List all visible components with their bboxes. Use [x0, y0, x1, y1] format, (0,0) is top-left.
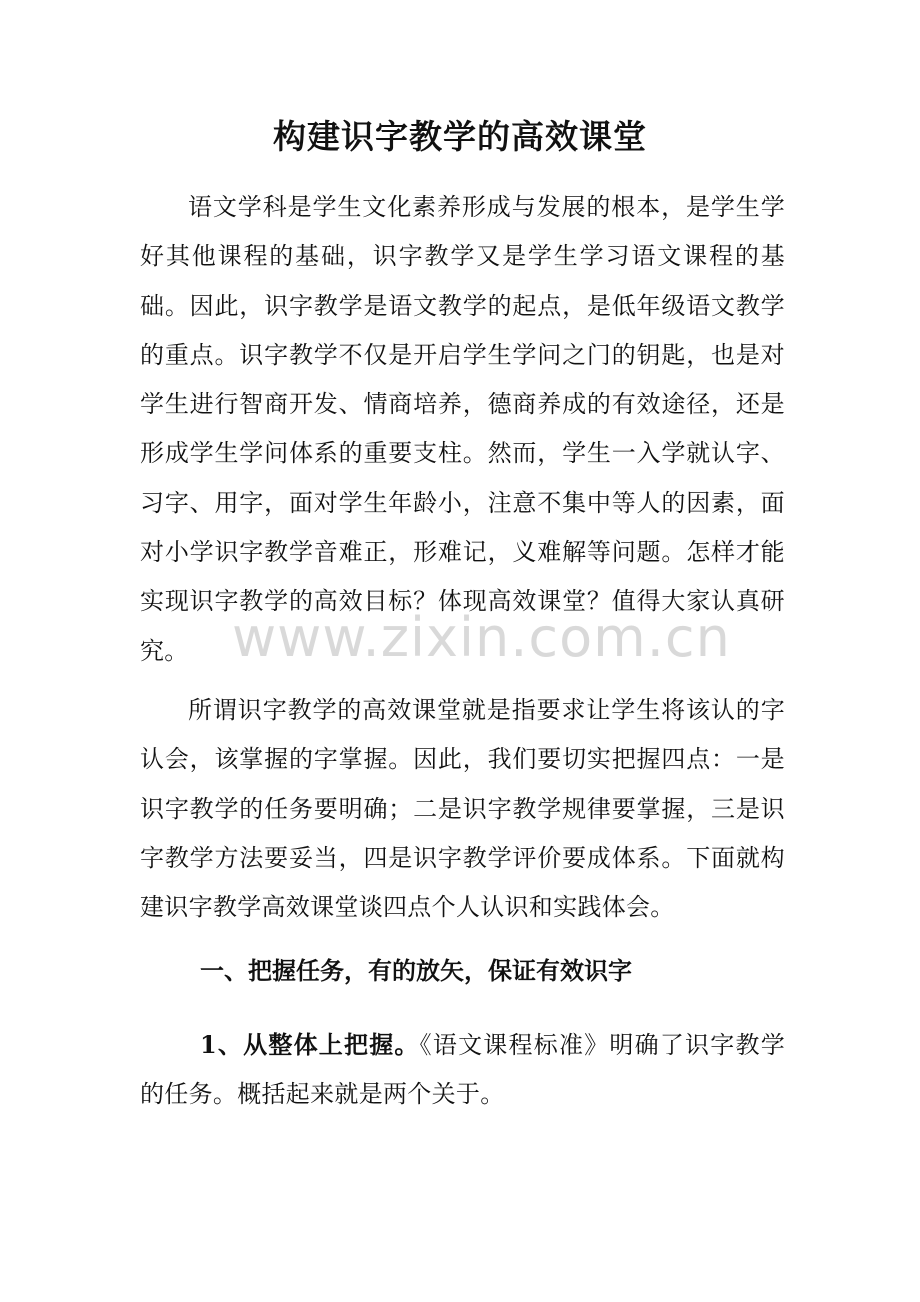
subsection-body: 《语文课程标准》明确了识字教学的任务。概括起来就是两个关于。	[140, 1031, 785, 1109]
watermark-text: www.zixin.com.cn	[232, 606, 731, 669]
section-heading-1: 一、把握任务，有的放矢，保证有效识字	[200, 956, 632, 985]
document-title: 构建识字教学的高效课堂	[273, 117, 647, 156]
paragraph-intro: 语文学科是学生文化素养形成与发展的根本，是学生学好其他课程的基础，识字教学又是学生学习语文课程的基础。因此，识字教学是语文教学的起点，是低年级语文教学的重点。识字教学不仅是开启学生学问之门的钥匙，也是对学生进行智商开发、情商培养，德商养成的有效途径，还是形成学生学问体系的重要支柱。然而，学生一入学就认字、习字、用字，面对学生年龄小，注意不集中等人的因素，面对小学识字教学音难正，形难记，义难解等问题。怎样才能实现识字教学的高效目标？体现高效课堂？值得大家认真研究。	[140, 193, 785, 665]
subsection-lead: 1、从整体上把握。	[200, 1030, 420, 1059]
paragraph-subsection-1	[140, 1020, 785, 1120]
paragraph-definition: 所谓识字教学的高效课堂就是指要求让学生将该认的字认会，该掌握的字掌握。因此，我们要切实把握四点：一是识字教学的任务要明确；二是识字教学规律要掌握，三是识字教学方法要妥当，四是识字教学评价要成体系。下面就构建识字教学高效课堂谈四点个人认识和实践体会。	[140, 696, 785, 922]
